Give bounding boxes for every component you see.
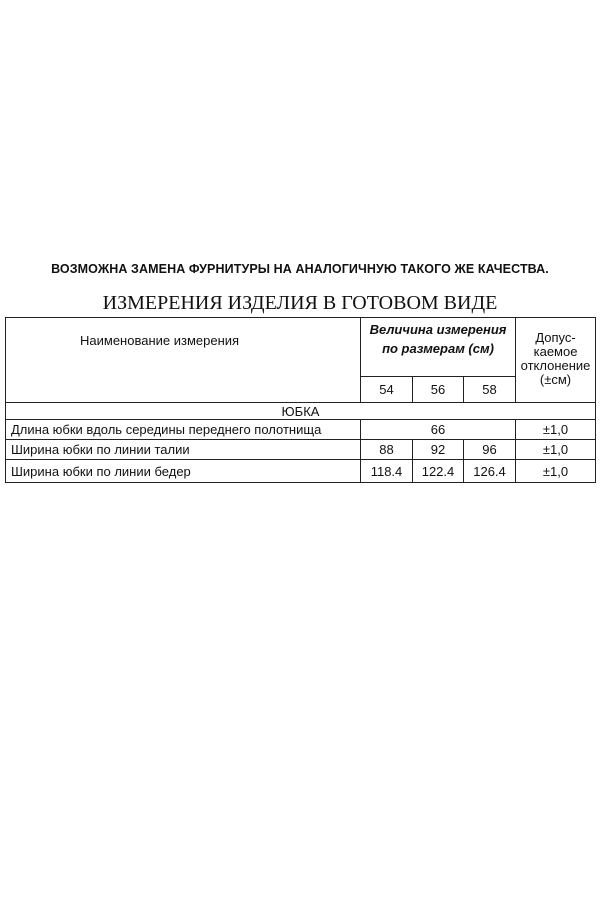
tolerance-header-line: отклонение [520,358,591,373]
measurement-value: 88 [361,440,413,460]
table-row [6,460,596,483]
measurement-value: 122.4 [413,460,464,483]
measurement-name: Длина юбки вдоль середины переднего полотнища [6,420,361,440]
tolerance-header-line: Допус- [535,330,576,345]
tolerance-header-line: (±см) [539,372,572,387]
size-58-header: 58 [464,377,516,403]
name-column-header: Наименование измерения [6,318,361,403]
section-row [6,403,596,420]
measurement-tolerance: ±1,0 [516,420,596,440]
measurement-value: 118.4 [361,460,413,483]
measurement-value: 96 [464,440,516,460]
measurement-tolerance: ±1,0 [516,460,596,483]
measurement-name: Ширина юбки по линии талии [6,440,361,460]
section-label: ЮБКА [6,403,596,420]
table-header-row [6,318,596,377]
size-column-header: Величина измерения по размерам (см) [361,318,516,377]
measurement-value: 92 [413,440,464,460]
measurement-table [5,317,596,483]
measurement-value: 126.4 [464,460,516,483]
table-row [6,440,596,460]
tolerance-column-header [516,318,596,403]
measurement-tolerance: ±1,0 [516,440,596,460]
tolerance-header-line: каемое [533,344,578,359]
table-row [6,420,596,440]
fittings-notice: ВОЗМОЖНА ЗАМЕНА ФУРНИТУРЫ НА АНАЛОГИЧНУЮ ТАКОГО ЖЕ КАЧЕСТВА. [51,262,549,276]
size-56-header: 56 [413,377,464,403]
page-title: ИЗМЕРЕНИЯ ИЗДЕЛИЯ В ГОТОВОМ ВИДЕ [102,292,498,314]
measurement-name: Ширина юбки по линии бедер [6,460,361,483]
size-54-header: 54 [361,377,413,403]
measurement-value: 66 [361,420,516,440]
